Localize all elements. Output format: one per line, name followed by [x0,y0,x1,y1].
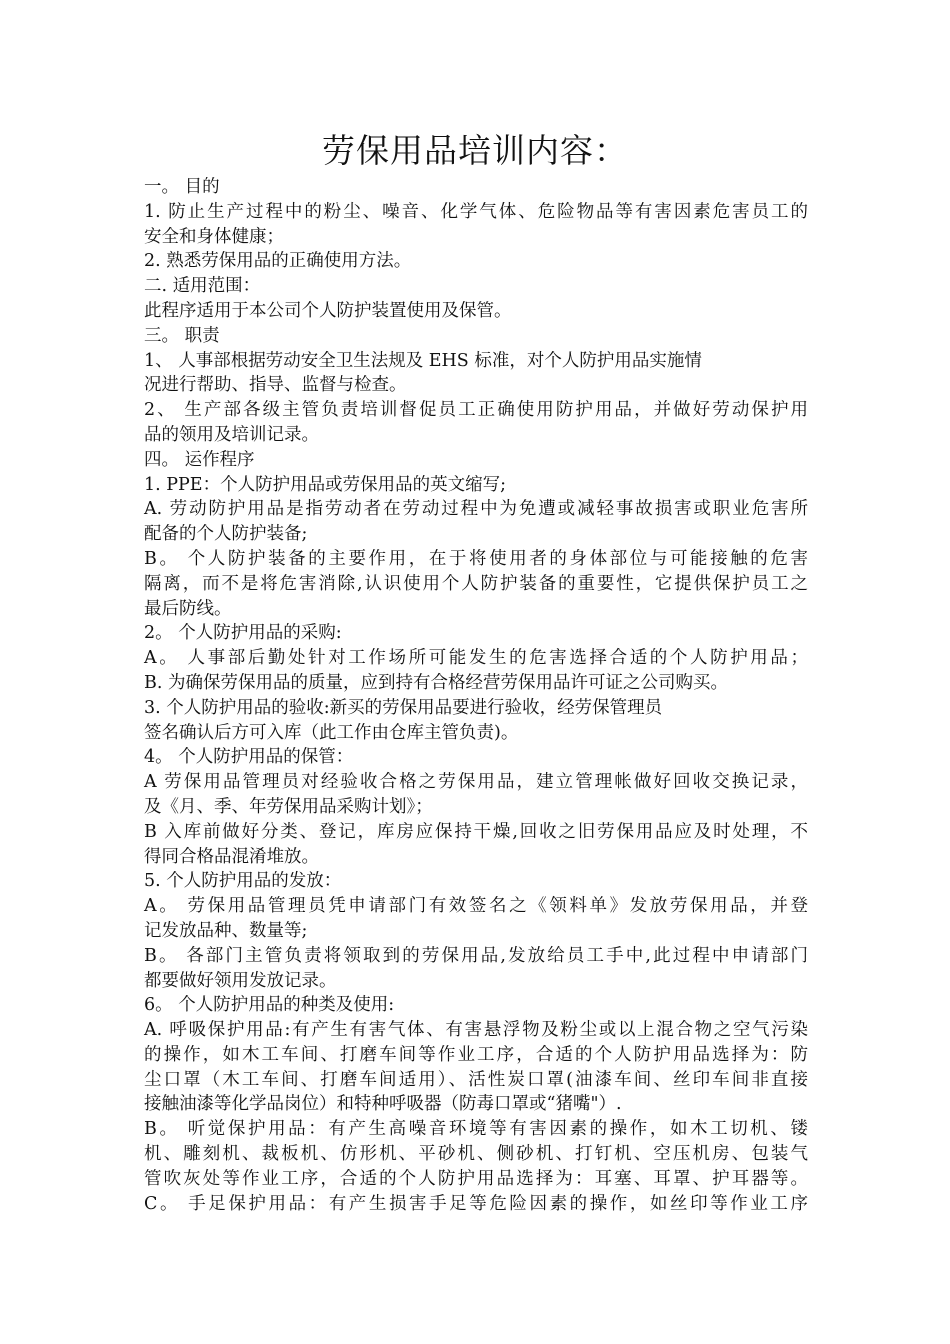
text-line: 四。 运作程序 [144,449,255,470]
text-line: 接触油漆等化学品岗位）和特种呼吸器（防毒口罩或“猪嘴"）. [144,1094,622,1115]
text-line: B 入库前做好分类、登记，库房应保持干燥,回收之旧劳保用品应及时处理，不 [144,821,808,842]
text-line: 6。 个人防护用品的种类及使用: [144,995,395,1016]
text-line: 机、雕刻机、裁板机、仿形机、平砂机、侧砂机、打钉机、空压机房、包装气 [144,1144,808,1165]
text-line: B。 听觉保护用品：有产生高噪音环境等有害因素的操作，如木工切机、镂 [144,1119,808,1140]
text-line: 管吹灰处等作业工序，合适的个人防护用品选择为：耳塞、耳罩、护耳器等。 [144,1168,808,1189]
text-line: 况进行帮助、指导、监督与检查。 [144,375,407,396]
text-line: 最后防线。 [144,598,232,619]
text-line: 一。 目的 [144,177,220,197]
text-line: A。 人事部后勤处针对工作场所可能发生的危害选择合适的个人防护用品； [144,648,808,669]
text-line: 5. 个人防护用品的发放： [144,871,342,892]
text-line: 配备的个人防护装备; [144,524,308,545]
text-line: 2。 个人防护用品的采购: [144,623,342,644]
text-line: 2. 熟悉劳保用品的正确使用方法。 [144,251,412,272]
text-line: 及《月、季、年劳保用品采购计划》； [144,796,433,817]
document-body [144,175,808,1216]
text-line: 尘口罩（木工车间、打磨车间适用）、活性炭口罩(油漆车间、丝印车间非直接 [144,1069,808,1090]
text-line: 隔离，而不是将危害消除,认识使用个人防护装备的重要性，它提供保护员工之 [144,573,808,594]
text-line: 签名确认后方可入库（此工作由仓库主管负责)。 [144,722,519,743]
text-line: 1. PPE：个人防护用品或劳保用品的英文缩写; [144,474,506,495]
text-line: 2、 生产部各级主管负责培训督促员工正确使用防护用品，并做好劳动保护用 [144,400,808,421]
text-line: 都要做好领用发放记录。 [144,970,337,991]
text-line: 4。 个人防护用品的保管： [144,747,354,768]
text-line: C。 手足保护用品：有产生损害手足等危险因素的操作，如丝印等作业工序 [144,1193,808,1214]
text-line: A。 劳保用品管理员凭申请部门有效签名之《领料单》发放劳保用品，并登 [144,896,808,917]
text-line: 安全和身体健康； [144,226,284,247]
text-line: 二. 适用范围： [144,276,261,297]
text-line: A. 呼吸保护用品:有产生有害气体、有害悬浮物及粉尘或以上混合物之空气污染 [144,1020,808,1041]
text-line: B。 个人防护装备的主要作用，在于将使用者的身体部位与可能接触的危害 [144,548,808,569]
text-line: 此程序适用于本公司个人防护装置使用及保管。 [144,300,512,321]
text-line: A. 劳动防护用品是指劳动者在劳动过程中为免遭或减轻事故损害或职业危害所 [144,499,808,520]
text-line: 记发放品种、数量等; [144,920,308,941]
text-line: 3. 个人防护用品的验收:新买的劳保用品要进行验收，经劳保管理员 [144,697,663,718]
text-line: B. 为确保劳保用品的质量，应到持有合格经营劳保用品许可证之公司购买。 [144,672,728,693]
text-line: 品的领用及培训记录。 [144,424,319,445]
text-line: 1、 人事部根据劳动安全卫生法规及 EHS 标准，对个人防护用品实施情 [144,350,702,371]
text-line: B。 各部门主管负责将领取到的劳保用品,发放给员工手中,此过程中申请部门 [144,945,808,966]
document-title: 劳保用品培训内容： [322,131,628,170]
text-line: A 劳保用品管理员对经验收合格之劳保用品，建立管理帐做好回收交换记录， [144,772,808,793]
text-line: 三。 职责 [144,325,220,346]
text-line: 的操作，如木工车间、打磨车间等作业工序，合适的个人防护用品选择为：防 [144,1044,808,1065]
text-line: 1. 防止生产过程中的粉尘、噪音、化学气体、危险物品等有害因素危害员工的 [144,201,808,222]
text-line: 得同合格品混淆堆放。 [144,846,319,867]
